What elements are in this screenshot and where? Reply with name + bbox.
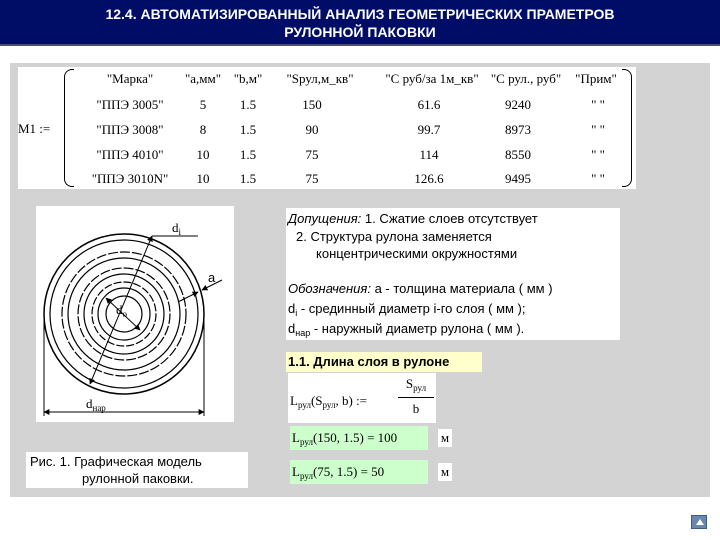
matrix-cell: 150 (302, 97, 322, 112)
matrix-header-cell: "С руб/за 1м_кв" (385, 71, 479, 86)
matrix-cell: 8 (199, 122, 207, 137)
matrix-cell: 1.5 (239, 147, 257, 162)
matrix-header-cell: "С рул., руб" (490, 71, 562, 86)
formula-numerator: $S_{рул}$ (405, 376, 427, 393)
matrix-header-cell: "Марка" (106, 71, 154, 86)
section-title: 1.1. Длина слоя в рулоне (286, 352, 482, 372)
roll-diagram (36, 206, 234, 422)
matrix-cell: "ППЭ 3005" (96, 97, 164, 112)
a-label: a (208, 270, 216, 285)
figure-caption (26, 452, 248, 488)
matrix-cell: 126.6 (414, 171, 444, 186)
assumptions-notation-text[interactable] (286, 208, 620, 340)
matrix-cell: 5 (199, 97, 207, 112)
matrix-cell: " " (591, 122, 605, 137)
a-arrow-in (178, 292, 198, 302)
calc-unit-1: м (438, 429, 452, 447)
matrix-cell: 1.5 (239, 122, 257, 137)
matrix-header-cell: "Sрул,м_кв" (286, 71, 354, 86)
layer-length-formula[interactable] (288, 373, 436, 423)
title-line-1: 12.4. АВТОМАТИЗИРОВАННЫЙ АНАЛИЗ ГЕОМЕТРИЧЕСКИХ ПРАМЕТРОВ (105, 6, 615, 22)
notation-line-1: a - толщина материала ( мм ) (374, 281, 553, 296)
di-label: $d_i$ (172, 220, 182, 237)
matrix-cell: 1.5 (239, 97, 257, 112)
matrix-cell: 90 (305, 122, 319, 137)
dnar-label: $d_{нар}$ (86, 396, 106, 413)
matrix-header-cell: "b,м" (233, 71, 263, 86)
assumption-1: 1. Сжатие слоев отсутствует (364, 211, 538, 226)
matrix-cell: 8973 (505, 122, 531, 137)
formula-denominator: b (412, 401, 420, 416)
assumption-2: 2. Структура рулона заменяется (296, 229, 492, 244)
matrix-cell: " " (591, 97, 605, 112)
assumptions-label: Допущения: (288, 211, 362, 226)
title-line-2: РУЛОННОЙ ПАКОВКИ (284, 24, 436, 40)
matrix-header-cell: "a,мм" (184, 71, 222, 86)
matrix-cell: " " (591, 147, 605, 162)
matrix-cell: "ППЭ 3010N" (91, 171, 169, 186)
matrix-cell: 10 (196, 171, 210, 186)
matrix-header-cell: "Прим" (575, 71, 617, 86)
notation-label: Обозначения: (288, 281, 371, 296)
notation-line-3: $d_{нар}$ - наружный диаметр рулона ( мм ). (288, 321, 525, 338)
matrix-cell: "ППЭ 3008" (96, 122, 164, 137)
roll-diagram-svg (36, 206, 234, 422)
matrix-cell: 75 (305, 147, 319, 162)
matrix-left-bracket (64, 69, 74, 187)
matrix-cell: 9495 (505, 171, 531, 186)
matrix-cell: 99.7 (417, 122, 441, 137)
matrix-m1[interactable] (18, 67, 636, 189)
notation-line-2: $d_i$ - срединный диаметр i-го слоя ( мм ); (288, 301, 526, 318)
matrix-name: M1 := (18, 121, 51, 136)
caption-line-1: Рис. 1. Графическая модель (30, 454, 202, 469)
assumption-2-cont: концентрическими окружностями (316, 246, 518, 261)
matrix-cell: 9240 (505, 97, 531, 112)
matrix-cell: " " (591, 171, 605, 186)
calc-result-1[interactable]: $L_{рул}(150$, 1.5) = 100 (290, 426, 428, 450)
do-label: $d_o$ (116, 302, 127, 319)
caption-line-2: рулонной паковки. (82, 471, 194, 486)
matrix-cell: 75 (305, 171, 319, 186)
matrix-cell: 61.6 (417, 97, 441, 112)
matrix-cell: 10 (196, 147, 210, 162)
matrix-cell: "ППЭ 4010" (96, 147, 164, 162)
matrix-cell: 114 (419, 147, 439, 162)
slide-title (0, 0, 720, 46)
formula-lhs: $L_{рул}(S_{рул}$, b) := (290, 393, 368, 410)
calc-unit-2: м (438, 463, 452, 481)
home-nav-icon[interactable] (691, 515, 707, 529)
fraction-bar (398, 397, 434, 398)
matrix-cell: 8550 (505, 147, 531, 162)
matrix-right-bracket (622, 69, 632, 187)
calc-result-2[interactable]: $L_{рул}(75$, 1.5) = 50 (290, 460, 428, 484)
matrix-cell: 1.5 (239, 171, 257, 186)
